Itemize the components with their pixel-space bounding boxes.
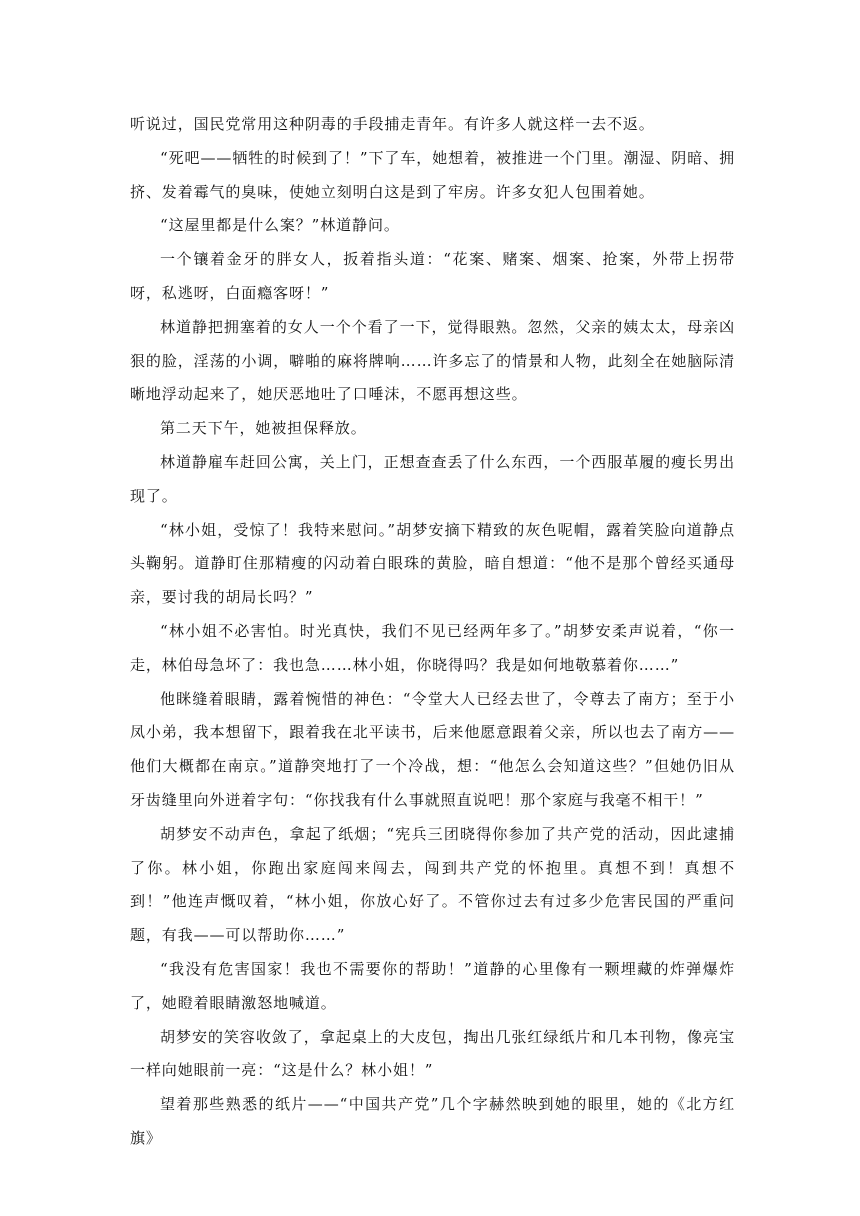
paragraph: 他眯缝着眼睛，露着惋惜的神色：“令堂大人已经去世了，令尊去了南方；至于小凤小弟，我本想留下，跟着我在北平读书，后来他愿意跟着父亲，所以也去了南方——他们大概都在南京。”道静突地打了一个冷战，想：“他怎么会知道这些？”但她仍旧从牙齿缝里向外迸着字句：“你找我有什么事就照直说吧！那个家庭与我毫不相干！” — [130, 689, 735, 809]
paragraph: 第二天下午，她被担保释放。 — [160, 419, 367, 438]
paragraph: 望着那些熟悉的纸片——“中国共产党”几个字赫然映到她的眼里，她的《北方红旗》 — [130, 1095, 735, 1147]
paragraph: “死吧——牺牲的时候到了！”下了车，她想着，被推进一个门里。潮湿、阴暗、拥挤、发着霉气的臭味，使她立刻明白这是到了牢房。许多女犯人包围着她。 — [130, 148, 735, 201]
paragraph: 胡梦安的笑容收敛了，拿起桌上的大皮包，掏出几张红绿纸片和几本刊物，像亮宝一样向她眼前一亮：“这是什么？林小姐！” — [130, 1027, 735, 1080]
paragraph: 胡梦安不动声色，拿起了纸烟；“宪兵三团晓得你参加了共产党的活动，因此逮捕了你。林小姐，你跑出家庭闯来闯去，闯到共产党的怀抱里。真想不到！真想不到！”他连声慨叹着，“林小姐，你放心好了。不管你过去有过多少危害民国的严重问题，有我——可以帮助你……” — [130, 824, 735, 945]
paragraph: 一个镶着金牙的胖女人，扳着指头道：“花案、赌案、烟案、抢案，外带上拐带呀，私逃呀，白面瘾客呀！” — [130, 250, 735, 302]
paragraph: “我没有危害国家！我也不需要你的帮助！”道静的心里像有一颗埋藏的炸弹爆炸了，她瞪着眼睛激怒地喊道。 — [130, 959, 735, 1012]
body-text — [130, 108, 735, 1156]
paragraph: “林小姐，受惊了！我特来慰问。”胡梦安摘下精致的灰色呢帽，露着笑脸向道静点头鞠躬。道静盯住那精瘦的闪动着白眼珠的黄脸，暗自想道：“他不是那个曾经买通母亲，要讨我的胡局长吗？” — [130, 520, 735, 607]
paragraph: “林小姐不必害怕。时光真快，我们不见已经两年多了。”胡梦安柔声说着，“你一走，林伯母急坏了：我也急……林小姐，你晓得吗？我是如何地敬慕着你……” — [130, 621, 735, 674]
paragraph: “这屋里都是什么案？”林道静问。 — [160, 216, 400, 235]
paragraph: 林道静雇车赶回公寓，关上门，正想查查丢了什么东西，一个西服革履的瘦长男出现了。 — [130, 452, 735, 505]
paragraph: 林道静把拥塞着的女人一个个看了一下，觉得眼熟。忽然，父亲的姨太太，母亲凶狠的脸，淫荡的小调，噼啪的麻将牌响……许多忘了的情景和人物，此刻全在她脑际清晰地浮动起来了，她厌恶地吐了口唾沫，不愿再想这些。 — [130, 317, 735, 404]
paragraph: 听说过，国民党常用这种阴毒的手段捕走青年。有许多人就这样一去不返。 — [130, 115, 655, 133]
